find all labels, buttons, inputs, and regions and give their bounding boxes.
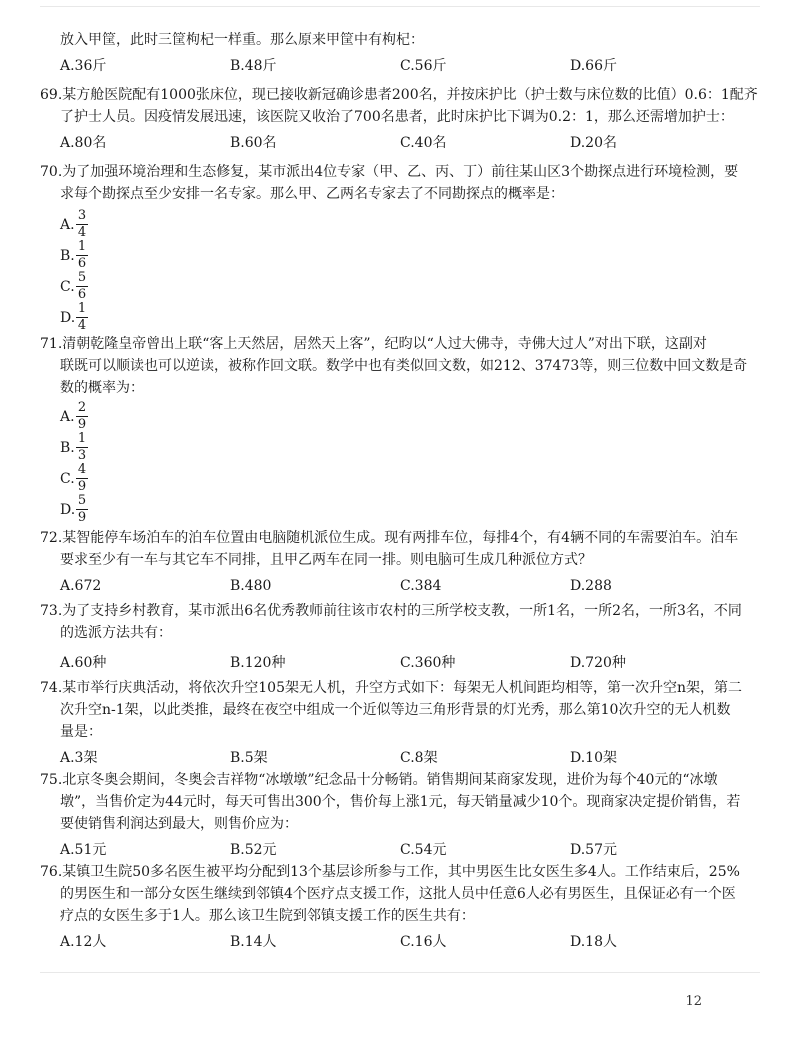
question-text: 75.北京冬奥会期间，冬奥会吉祥物“冰墩墩”纪念品十分畅销。销售期间某商家发现，进价为每个40元的“冰墩 (40, 772, 718, 788)
denominator: 6 (77, 256, 87, 271)
bottom-divider (40, 972, 760, 973)
option-label: A. (60, 217, 75, 233)
option-c[interactable]: C.8架 (400, 750, 438, 766)
numerator: 1 (77, 301, 87, 316)
option-c[interactable]: C.384 (400, 578, 442, 594)
question-text: 70.为了加强环境治理和生态修复，某市派出4位专家（甲、乙、丙、丁）前往某山区3个勘探点进行环境检测，要 (40, 164, 739, 180)
question-text: 联既可以顺读也可以逆读，被称作回文联。数学中也有类似回文数，如212、37473等，则三位数中回文数是奇 (60, 358, 748, 374)
option-a[interactable]: A.672 (60, 578, 102, 594)
question-text: 69.某方舱医院配有1000张床位，现已接收新冠确诊患者200名，并按床护比（护士数与床位数的比值）0.6：1配齐 (40, 87, 758, 103)
option-label: C. (60, 471, 75, 487)
option-label: C. (60, 279, 75, 295)
question-text: 76.某镇卫生院50多名医生被平均分配到13个基层诊所参与工作，其中男医生比女医生多4人。工作结束后，25% (40, 864, 740, 880)
fraction (76, 494, 88, 525)
question-70 (40, 161, 765, 333)
option-d[interactable]: D.57元 (570, 842, 617, 858)
option-b[interactable] (60, 240, 765, 271)
denominator: 3 (77, 448, 87, 463)
question-text: 要求至少有一车与其它车不同排，且甲乙两车在同一排。则电脑可生成几种派位方式？ (60, 552, 592, 568)
option-b[interactable] (60, 432, 765, 463)
option-c[interactable]: C.16人 (400, 934, 447, 950)
question-text: 量是： (60, 724, 102, 740)
option-d[interactable]: D.18人 (570, 934, 617, 950)
denominator: 9 (77, 479, 87, 494)
denominator: 9 (77, 510, 87, 525)
option-a[interactable]: A.51元 (60, 842, 107, 858)
fraction (76, 209, 88, 240)
fraction (76, 401, 88, 432)
option-c[interactable]: C.360种 (400, 655, 456, 671)
options-row (40, 575, 765, 597)
numerator: 5 (77, 270, 87, 285)
option-b[interactable]: B.480 (230, 578, 272, 594)
question-74 (40, 677, 765, 769)
option-label: B. (60, 248, 75, 264)
option-b[interactable]: B.48斤 (230, 58, 277, 74)
option-c[interactable]: C.56斤 (400, 58, 447, 74)
fraction (76, 240, 88, 271)
question-text: 的选派方法共有： (60, 625, 172, 641)
question-73 (40, 600, 765, 674)
fraction-options (40, 401, 765, 525)
question-text: 放入甲筐，此时三筐枸杞一样重。那么原来甲筐中有枸杞： (60, 32, 424, 48)
options-row (40, 747, 765, 769)
option-d[interactable] (60, 302, 765, 333)
option-b[interactable]: B.60名 (230, 135, 277, 151)
question-72 (40, 527, 765, 597)
question-69 (40, 84, 765, 154)
option-b[interactable]: B.52元 (230, 842, 277, 858)
fraction (76, 302, 88, 333)
question-text: 的男医生和一部分女医生继续到邻镇4个医疗点支援工作，这批人员中任意6人必有男医生，且保证必有一个医 (60, 886, 736, 902)
options-row (40, 55, 765, 77)
option-a[interactable]: A.60种 (60, 655, 107, 671)
option-a[interactable]: A.36斤 (60, 58, 107, 74)
denominator: 9 (77, 417, 87, 432)
numerator: 5 (77, 493, 87, 508)
numerator: 3 (77, 208, 87, 223)
option-b[interactable]: B.14人 (230, 934, 277, 950)
question-text: 71.清朝乾隆皇帝曾出上联“客上天然居，居然天上客”，纪昀以“人过大佛寺，寺佛大过人”对出下联，这副对 (40, 336, 707, 352)
options-row (40, 132, 765, 154)
numerator: 1 (77, 239, 87, 254)
question-76 (40, 861, 765, 953)
option-label: A. (60, 409, 75, 425)
options-row (40, 931, 765, 953)
fraction-options (40, 209, 765, 333)
option-c[interactable]: C.40名 (400, 135, 447, 151)
option-b[interactable]: B.120种 (230, 655, 286, 671)
denominator: 4 (77, 225, 87, 240)
option-c[interactable]: C.54元 (400, 842, 447, 858)
question-71 (40, 333, 765, 525)
option-c[interactable] (60, 463, 765, 494)
option-d[interactable]: D.720种 (570, 655, 626, 671)
option-a[interactable] (60, 401, 765, 432)
fraction (76, 432, 88, 463)
question-text: 墩”，当售价定为44元时，每天可售出300个，售价每上涨1元，每天销量减少10个。现商家决定提价销售，若 (60, 794, 741, 810)
page-number: 12 (685, 994, 702, 1009)
options-row (40, 839, 765, 861)
option-c[interactable] (60, 271, 765, 302)
question-text: 求每个勘探点至少安排一名专家。那么甲、乙两名专家去了不同勘探点的概率是： (60, 186, 564, 202)
denominator: 4 (77, 318, 87, 333)
question-text: 73.为了支持乡村教育，某市派出6名优秀教师前往该市农村的三所学校支教，一所1名，一所2名，一所3名，不同 (40, 603, 742, 619)
fraction (76, 463, 88, 494)
denominator: 6 (77, 287, 87, 302)
option-a[interactable] (60, 209, 765, 240)
question-75 (40, 769, 765, 861)
numerator: 1 (77, 431, 87, 446)
numerator: 4 (77, 462, 87, 477)
option-label: D. (60, 310, 76, 326)
option-d[interactable]: D.288 (570, 578, 612, 594)
question-text: 要使销售利润达到最大，则售价应为： (60, 816, 298, 832)
options-row (40, 652, 765, 674)
option-d[interactable] (60, 494, 765, 525)
option-a[interactable]: A.3架 (60, 750, 98, 766)
question-text: 74.某市举行庆典活动，将依次升空105架无人机，升空方式如下：每架无人机间距均相等，第一次升空n架，第二 (40, 680, 743, 696)
option-label: B. (60, 440, 75, 456)
numerator: 2 (77, 400, 87, 415)
question-text: 次升空n-1架，以此类推，最终在夜空中组成一个近似等边三角形背景的灯光秀，那么第10次升空的无人机数 (60, 702, 731, 718)
option-d[interactable]: D.10架 (570, 750, 617, 766)
option-a[interactable]: A.12人 (60, 934, 107, 950)
option-d[interactable]: D.66斤 (570, 58, 617, 74)
question-text: 疗点的女医生多于1人。那么该卫生院到邻镇支援工作的医生共有： (60, 908, 475, 924)
option-d[interactable]: D.20名 (570, 135, 617, 151)
option-b[interactable]: B.5架 (230, 750, 268, 766)
top-divider (40, 6, 760, 7)
question-text: 72.某智能停车场泊车的泊车位置由电脑随机派位生成。现有两排车位，每排4个，有4辆不同的车需要泊车。泊车 (40, 530, 739, 546)
question-text: 了护士人员。因疫情发展迅速，该医院又收治了700名患者，此时床护比下调为0.2：1，那么还需增加护士： (60, 109, 734, 125)
option-label: D. (60, 502, 76, 518)
fraction (76, 271, 88, 302)
question-68 (40, 29, 765, 77)
option-a[interactable]: A.80名 (60, 135, 107, 151)
question-text: 数的概率为： (60, 380, 144, 396)
